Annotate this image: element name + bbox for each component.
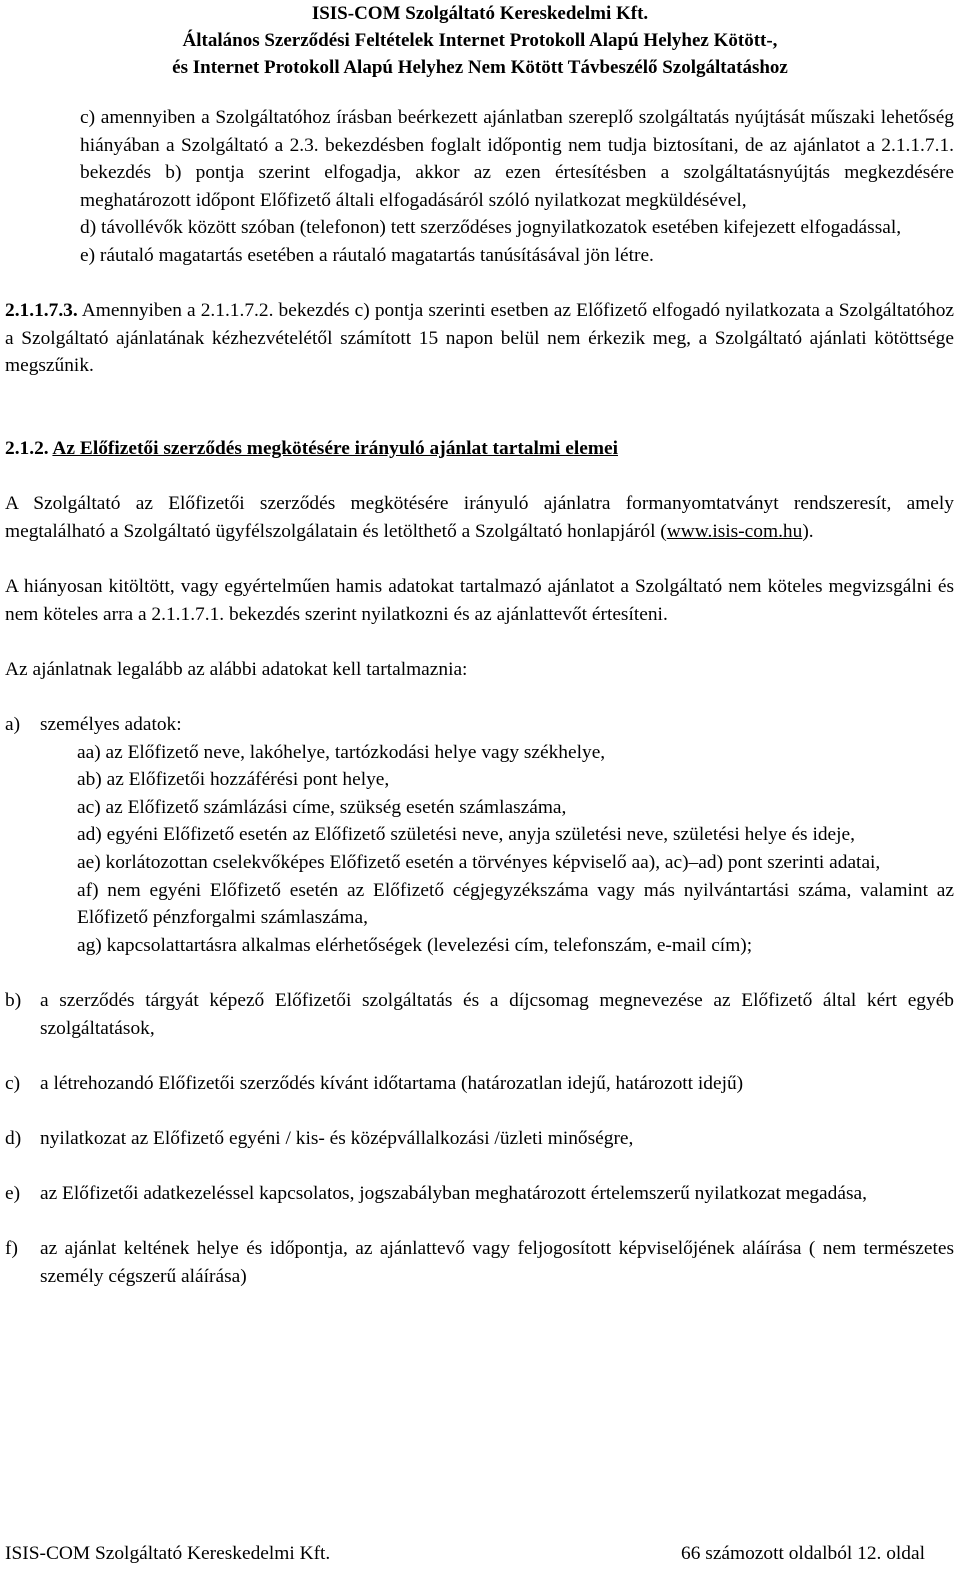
list-text: személyes adatok: <box>40 714 182 736</box>
list-text: az Előfizetői adatkezeléssel kapcsolatos, jogszabályban meghatározott értelemszerű nyilatkozat megadása, <box>40 1183 867 1205</box>
header-company: ISIS-COM Szolgáltató Kereskedelmi Kft. <box>311 3 649 24</box>
paragraph-c: c) amennyiben a Szolgáltatóhoz írásban beérkezett ajánlatban szereplő szolgáltatás nyújtását műszaki lehetőség hiányában a Szolgáltató a 2.3. bekezdésben foglalt időpontig nem tudja biztosítani, de az ajánlatot a 2.1.1.7.1. bekezdés b) pontja szerint elfogadja, akkor az ezen értesítésben a szolgáltatásnyújtás megkezdésére meghatározott időpont Előfizető általi elfogadásáról szóló nyilatkozat megküldésével, <box>80 107 954 211</box>
paragraph-incomplete: A hiányosan kitöltött, vagy egyértelműen hamis adatokat tartalmazó ajánlatot a Szolgáltató nem köteles megvizsgálni és nem köteles arra a 2.1.1.7.1. bekezdés szerint nyilatkozni és az ajánlattevőt értesíteni. <box>5 576 954 625</box>
list-label: a) <box>5 714 21 736</box>
sub-item-ad: ad) egyéni Előfizető esetén az Előfizető születési neve, anyja születési neve, születési helye és ideje, <box>77 824 855 846</box>
list-label: c) <box>5 1072 21 1094</box>
document-body <box>5 104 954 1291</box>
paragraph-form <box>5 490 954 545</box>
section-text: Amennyiben a 2.1.1.7.2. bekezdés c) pontja szerinti esetben az Előfizető elfogadó nyilatkozata a Szolgáltatóhoz a Szolgáltató ajánlatának kézhezvételétől számított 15 napon belül nem érkezik meg, a Szolgáltató ajánlati kötöttsége megszűnik. <box>5 300 954 377</box>
document-footer <box>5 1543 925 1565</box>
paragraph-text: A Szolgáltató az Előfizetői szerződés megkötésére irányuló ajánlatra formanyomtatványt rendszeresít, amely megtalálható a Szolgáltató ügyfélszolgálatain és letölthető a Szolgáltató honlapjáról ( <box>5 493 954 542</box>
list-text: nyilatkozat az Előfizető egyéni / kis- és középvállalkozási /üzleti minőségre, <box>40 1127 634 1149</box>
section-number: 2.1.2. <box>5 438 49 460</box>
header-title-line1: Általános Szerződési Feltételek Internet Protokoll Alapú Helyhez Kötött-, <box>182 30 778 51</box>
list-item-d <box>5 1125 954 1153</box>
paragraph-end: ). <box>802 520 814 542</box>
list-text: a létrehozandó Előfizetői szerződés kívánt időtartama (határozatlan idejű, határozott idejű) <box>40 1072 744 1094</box>
paragraph-required-data: Az ajánlatnak legalább az alábbi adatokat kell tartalmaznia: <box>5 658 468 680</box>
list-item-b <box>5 987 954 1042</box>
section-2-1-2-heading <box>5 435 954 463</box>
list-item-f <box>5 1235 954 1290</box>
sub-item-ac: ac) az Előfizető számlázási címe, szükség esetén számlaszáma, <box>77 796 567 818</box>
sub-item-ae: ae) korlátozottan cselekvőképes Előfizető esetén a törvényes képviselő aa), ac)–ad) pont szerinti adatai, <box>77 852 881 874</box>
list-text: a szerződés tárgyát képező Előfizetői szolgáltatás és a díjcsomag megnevezése az Előfizető által kért egyéb szolgáltatások, <box>40 990 954 1039</box>
list-label: d) <box>5 1127 22 1149</box>
section-2-1-1-7-3 <box>5 297 954 380</box>
list-item-a <box>5 711 954 739</box>
list-label: b) <box>5 990 22 1011</box>
list-item-e <box>5 1180 954 1208</box>
paragraph-e: e) ráutaló magatartás esetében a ráutaló magatartás tanúsításával jön létre. <box>80 244 654 266</box>
section-number: 2.1.1.7.3. <box>5 300 78 322</box>
paragraph-d: d) távollévők között szóban (telefonon) tett szerződéses jognyilatkozatok esetében kifejezett elfogadással, <box>80 217 902 239</box>
section-title: Az Előfizetői szerződés megkötésére irányuló ajánlat tartalmi elemei <box>52 438 618 460</box>
list-label: e) <box>5 1183 21 1205</box>
sub-item-aa: aa) az Előfizető neve, lakóhelye, tartózkodási helye vagy székhelye, <box>77 741 606 763</box>
footer-page-number: 66 számozott oldalból 12. oldal <box>681 1543 925 1564</box>
sub-item-af: af) nem egyéni Előfizető esetén az Előfizető cégjegyzékszáma vagy más nyilvántartási száma, valamint az Előfizető pénzforgalmi számlaszáma, <box>77 879 954 929</box>
website-link[interactable]: www.isis-com.hu <box>666 520 803 542</box>
document-header <box>0 0 960 81</box>
list-text: az ajánlat keltének helye és időpontja, az ajánlattevő vagy feljogosított képviselőjének aláírása ( nem természetes személy cégszerű aláírása) <box>40 1238 954 1287</box>
sub-item-ab: ab) az Előfizetői hozzáférési pont helye, <box>77 769 390 791</box>
list-item-c <box>5 1070 954 1098</box>
footer-company: ISIS-COM Szolgáltató Kereskedelmi Kft. <box>5 1543 331 1564</box>
list-label: f) <box>5 1238 18 1260</box>
header-title-line2: és Internet Protokoll Alapú Helyhez Nem Kötött Távbeszélő Szolgáltatáshoz <box>172 57 788 78</box>
sub-item-ag: ag) kapcsolattartásra alkalmas elérhetőségek (levelezési cím, telefonszám, e-mail cím); <box>77 934 753 956</box>
